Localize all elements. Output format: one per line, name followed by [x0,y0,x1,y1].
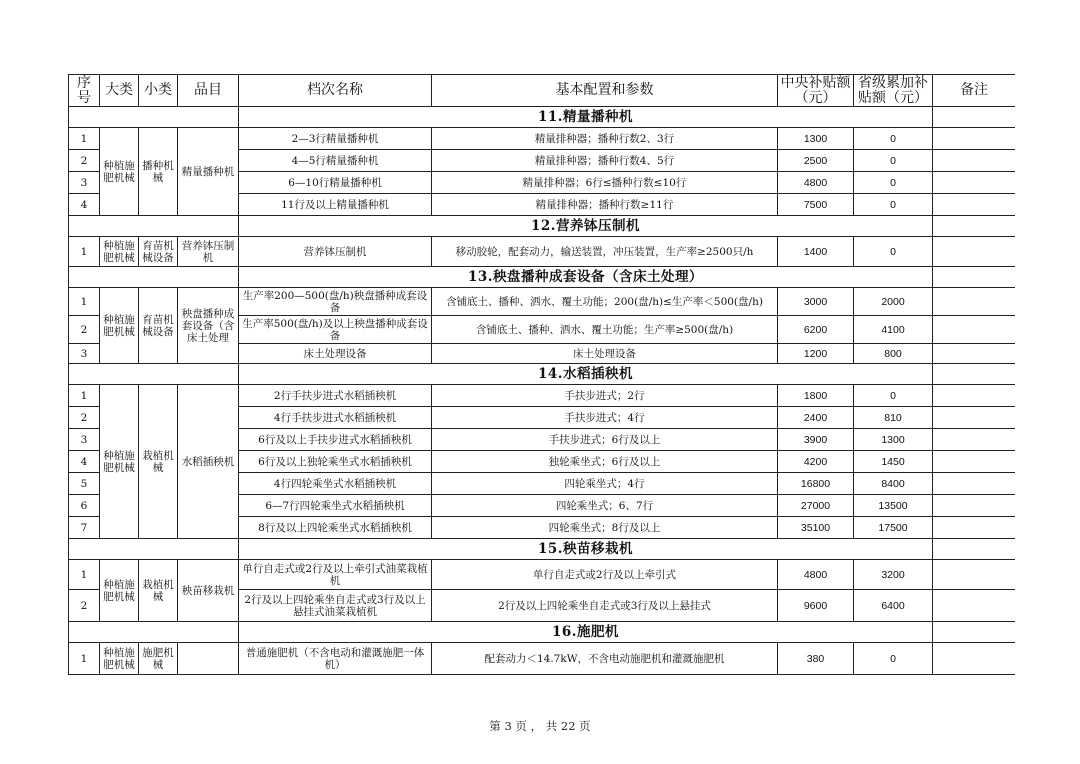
config-cell: 四轮乘坐式；8行及以上 [432,517,778,539]
row-seq: 5 [69,473,100,495]
section-title: 15.秧苗移栽机 [239,539,933,560]
big-category-cell: 种植施肥机械 [100,385,139,539]
small-category-cell: 育苗机械设备 [139,237,178,267]
section-header-row [69,216,1016,237]
header-config: 基本配置和参数 [432,75,778,107]
grade-name-cell: 6—7行四轮乘坐式水稻插秧机 [239,495,432,517]
provincial-subsidy-cell: 3200 [854,560,933,590]
subsidy-table [68,74,1015,675]
grade-name-cell: 4—5行精量播种机 [239,150,432,172]
note-cell [933,495,1016,517]
row-seq: 1 [69,237,100,267]
table-row [69,560,1016,590]
config-cell: 精量排种器；6行≤播种行数≤10行 [432,172,778,194]
note-cell [933,590,1016,622]
row-seq: 1 [69,560,100,590]
provincial-subsidy-cell: 17500 [854,517,933,539]
grade-name-cell: 生产率500(盘/h)及以上秧盘播种成套设备 [239,316,432,344]
grade-name-cell: 6行及以上独轮乘坐式水稻插秧机 [239,451,432,473]
header-seq: 序号 [69,75,100,107]
config-cell: 四轮乘坐式；6、7行 [432,495,778,517]
row-seq: 7 [69,517,100,539]
grade-name-cell: 11行及以上精量播种机 [239,194,432,216]
table-row [69,643,1016,675]
grade-name-cell: 单行自走式或2行及以上牵引式油菜栽植机 [239,560,432,590]
big-category-cell: 种植施肥机械 [100,128,139,216]
grade-name-cell: 2行及以上四轮乘坐自走式或3行及以上悬挂式油菜栽植机 [239,590,432,622]
grade-name-cell: 营养钵压制机 [239,237,432,267]
row-seq: 1 [69,288,100,316]
big-category-cell: 种植施肥机械 [100,237,139,267]
config-cell: 移动胶轮，配套动力，输送装置，冲压装置，生产率≥2500只/h [432,237,778,267]
section-header-row [69,539,1016,560]
note-cell [933,622,1016,643]
row-seq: 6 [69,495,100,517]
header-small-category: 小类 [139,75,178,107]
provincial-subsidy-cell: 810 [854,407,933,429]
config-cell: 单行自走式或2行及以上牵引式 [432,560,778,590]
config-cell: 手扶步进式；6行及以上 [432,429,778,451]
config-cell: 精量排种器；播种行数≥11行 [432,194,778,216]
page-footer: 第 3 页 ， 共 22 页 [489,719,591,733]
big-category-cell: 种植施肥机械 [100,288,139,364]
header-provincial-subsidy: 省级累加补贴额（元） [854,75,933,107]
row-seq: 1 [69,385,100,407]
section-left-blank [69,216,239,237]
section-left-blank [69,622,239,643]
section-title: 14.水稻插秧机 [239,364,933,385]
note-cell [933,539,1016,560]
section-title: 16.施肥机 [239,622,933,643]
header-big-category: 大类 [100,75,139,107]
config-cell: 含铺底土、播种、洒水、覆土功能；200(盘/h)≤生产率＜500(盘/h) [432,288,778,316]
small-category-cell: 施肥机械 [139,643,178,675]
central-subsidy-cell: 27000 [778,495,854,517]
provincial-subsidy-cell: 13500 [854,495,933,517]
item-cell: 水稻插秧机 [178,385,239,539]
item-cell: 秧盘播种成套设备（含床土处理 [178,288,239,364]
central-subsidy-cell: 6200 [778,316,854,344]
row-seq: 3 [69,429,100,451]
section-header-row [69,107,1016,128]
provincial-subsidy-cell: 1300 [854,429,933,451]
grade-name-cell: 普通施肥机（不含电动和灌溉施肥一体机） [239,643,432,675]
section-left-blank [69,107,239,128]
row-seq: 1 [69,128,100,150]
grade-name-cell: 6行及以上手扶步进式水稻插秧机 [239,429,432,451]
grade-name-cell: 生产率200—500(盘/h)秧盘播种成套设备 [239,288,432,316]
config-cell: 含铺底土、播种、洒水、覆土功能；生产率≥500(盘/h) [432,316,778,344]
provincial-subsidy-cell: 0 [854,385,933,407]
config-cell: 2行及以上四轮乘坐自走式或3行及以上悬挂式 [432,590,778,622]
note-cell [933,560,1016,590]
grade-name-cell: 6—10行精量播种机 [239,172,432,194]
provincial-subsidy-cell: 6400 [854,590,933,622]
small-category-cell: 栽植机械 [139,560,178,622]
note-cell [933,316,1016,344]
config-cell: 配套动力＜14.7kW，不含电动施肥机和灌溉施肥机 [432,643,778,675]
section-left-blank [69,267,239,288]
table-row [69,385,1016,407]
section-left-blank [69,539,239,560]
row-seq: 2 [69,407,100,429]
header-central-subsidy: 中央补贴额（元） [778,75,854,107]
row-seq: 2 [69,590,100,622]
note-cell [933,407,1016,429]
grade-name-cell: 床土处理设备 [239,344,432,364]
row-seq: 2 [69,150,100,172]
row-seq: 3 [69,344,100,364]
section-title: 13.秧盘播种成套设备（含床土处理） [239,267,933,288]
note-cell [933,128,1016,150]
note-cell [933,107,1016,128]
central-subsidy-cell: 2400 [778,407,854,429]
section-title: 12.营养钵压制机 [239,216,933,237]
central-subsidy-cell: 1400 [778,237,854,267]
section-header-row [69,267,1016,288]
grade-name-cell: 4行手扶步进式水稻插秧机 [239,407,432,429]
section-header-row [69,622,1016,643]
central-subsidy-cell: 1300 [778,128,854,150]
row-seq: 4 [69,451,100,473]
grade-name-cell: 2—3行精量播种机 [239,128,432,150]
config-cell: 四轮乘坐式；4行 [432,473,778,495]
table-header-row [69,75,1016,107]
small-category-cell: 育苗机械设备 [139,288,178,364]
note-cell [933,385,1016,407]
config-cell: 手扶步进式；4行 [432,407,778,429]
config-cell: 精量排种器；播种行数2、3行 [432,128,778,150]
provincial-subsidy-cell: 0 [854,128,933,150]
note-cell [933,643,1016,675]
config-cell: 独轮乘坐式；6行及以上 [432,451,778,473]
provincial-subsidy-cell: 0 [854,237,933,267]
big-category-cell: 种植施肥机械 [100,560,139,622]
note-cell [933,194,1016,216]
provincial-subsidy-cell: 0 [854,172,933,194]
central-subsidy-cell: 4800 [778,172,854,194]
note-cell [933,344,1016,364]
section-title: 11.精量播种机 [239,107,933,128]
central-subsidy-cell: 4800 [778,560,854,590]
row-seq: 1 [69,643,100,675]
provincial-subsidy-cell: 8400 [854,473,933,495]
central-subsidy-cell: 2500 [778,150,854,172]
note-cell [933,429,1016,451]
note-cell [933,172,1016,194]
note-cell [933,216,1016,237]
row-seq: 2 [69,316,100,344]
provincial-subsidy-cell: 0 [854,194,933,216]
central-subsidy-cell: 3900 [778,429,854,451]
central-subsidy-cell: 35100 [778,517,854,539]
note-cell [933,364,1016,385]
item-cell: 营养钵压制机 [178,237,239,267]
central-subsidy-cell: 7500 [778,194,854,216]
config-cell: 精量排种器；播种行数4、5行 [432,150,778,172]
note-cell [933,150,1016,172]
grade-name-cell: 8行及以上四轮乘坐式水稻插秧机 [239,517,432,539]
table-row [69,237,1016,267]
table-row [69,128,1016,150]
note-cell [933,288,1016,316]
item-cell: 精量播种机 [178,128,239,216]
provincial-subsidy-cell: 800 [854,344,933,364]
provincial-subsidy-cell: 4100 [854,316,933,344]
table-row [69,288,1016,316]
config-cell: 手扶步进式；2行 [432,385,778,407]
central-subsidy-cell: 4200 [778,451,854,473]
central-subsidy-cell: 1200 [778,344,854,364]
central-subsidy-cell: 3000 [778,288,854,316]
config-cell: 床土处理设备 [432,344,778,364]
section-left-blank [69,364,239,385]
subsidy-table-page [68,74,1015,683]
provincial-subsidy-cell: 2000 [854,288,933,316]
central-subsidy-cell: 1800 [778,385,854,407]
central-subsidy-cell: 9600 [778,590,854,622]
grade-name-cell: 2行手扶步进式水稻插秧机 [239,385,432,407]
small-category-cell: 播种机械 [139,128,178,216]
header-item: 品目 [178,75,239,107]
header-note: 备注 [933,75,1016,107]
central-subsidy-cell: 380 [778,643,854,675]
note-cell [933,517,1016,539]
central-subsidy-cell: 16800 [778,473,854,495]
provincial-subsidy-cell: 1450 [854,451,933,473]
section-header-row [69,364,1016,385]
grade-name-cell: 4行四轮乘坐式水稻插秧机 [239,473,432,495]
note-cell [933,237,1016,267]
item-cell: 秧苗移栽机 [178,560,239,622]
row-seq: 4 [69,194,100,216]
provincial-subsidy-cell: 0 [854,150,933,172]
row-seq: 3 [69,172,100,194]
note-cell [933,451,1016,473]
big-category-cell: 种植施肥机械 [100,643,139,675]
small-category-cell: 栽植机械 [139,385,178,539]
note-cell [933,473,1016,495]
header-grade-name: 档次名称 [239,75,432,107]
provincial-subsidy-cell: 0 [854,643,933,675]
item-cell [178,643,239,675]
note-cell [933,267,1016,288]
